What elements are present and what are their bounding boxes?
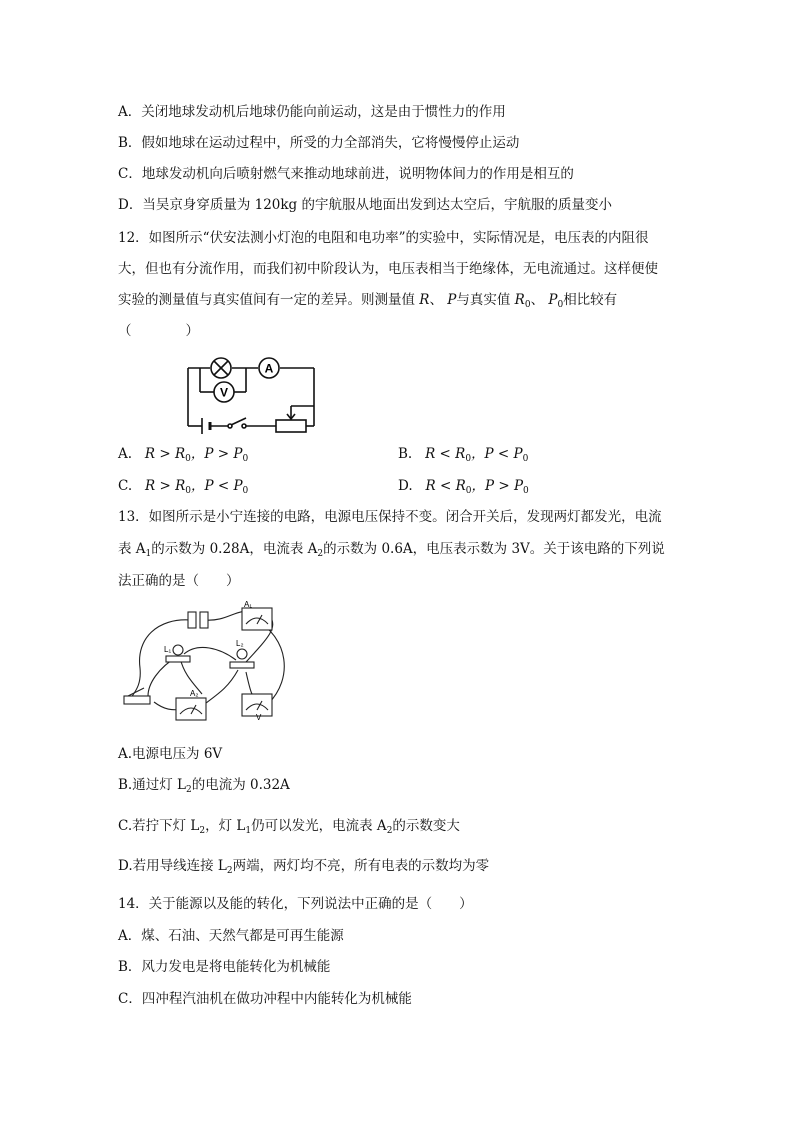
q13-label-l1: L₁: [164, 645, 172, 654]
q13-label-a2: A₂: [190, 689, 199, 698]
q12-stem-line1: 12．如图所示“伏安法测小灯泡的电阻和电功率”的实验中，实际情况是，电压表的内阻很: [118, 230, 649, 246]
q13-stem-line2: 表 $A_1$的示数为 0.28A，电流表 $A_2$的示数为 0.6A，电压表示数为 3V。关于该电路的下列说: [118, 541, 665, 559]
q13-option-a: A.电源电压为 6V: [118, 746, 223, 762]
q12-option-b: B. $R < R_0$，$P < P_0$: [398, 446, 529, 464]
q14-option-b: B．风力发电是将电能转化为机械能: [118, 959, 331, 975]
q13-stem-line3: 法正确的是（ ）: [118, 573, 240, 589]
q12-stem-line3: 实验的测量值与真实值间有一定的差异。则测量值 R、 P与真实值 $R_0$、 $P_0$相比较有: [118, 292, 618, 310]
q11-option-d: D．当吴京身穿质量为 120kg 的宇航服从地面出发到达太空后，宇航服的质量变小: [118, 197, 612, 213]
q12-option-d: D. $R < R_0$，$P > P_0$: [398, 478, 529, 496]
q12-option-a: A. $R > R_0$，$P > P_0$: [118, 446, 249, 464]
q12-answer-paren: （ ）: [118, 323, 199, 339]
q13-circuit-picture: [118, 598, 303, 728]
q12-stem-line2: 大，但也有分流作用，而我们初中阶段认为，电压表相当于绝缘体，无电流通过。这样便使: [118, 261, 658, 277]
q12-circuit-diagram: [180, 350, 320, 440]
q14-stem: 14．关于能源以及能的转化，下列说法中正确的是（ ）: [118, 896, 473, 912]
q12-option-c: C. $R > R_0$，$P < P_0$: [118, 478, 249, 496]
q14-option-c: C．四冲程汽油机在做功冲程中内能转化为机械能: [118, 991, 412, 1007]
q13-label-a1: A₁: [244, 600, 253, 609]
q13-option-b: B.通过灯 $L_2$的电流为 0.32A: [118, 777, 290, 795]
q13-label-v: V: [256, 713, 262, 722]
q13-stem-line1: 13．如图所示是小宁连接的电路，电源电压保持不变。闭合开关后，发现两灯都发光，电流: [118, 509, 662, 525]
q11-option-b: B．假如地球在运动过程中，所受的力全部消失，它将慢慢停止运动: [118, 135, 520, 151]
q13-option-d: D.若用导线连接 $L_2$两端，两灯均不亮，所有电表的示数均为零: [118, 858, 490, 876]
q14-option-a: A．煤、石油、天然气都是可再生能源: [118, 928, 344, 944]
q11-option-c: C．地球发动机向后喷射燃气来推动地球前进，说明物体间力的作用是相互的: [118, 166, 574, 182]
q13-option-c: C.若拧下灯 $L_2$，灯 $L_1$仍可以发光，电流表 $A_2$的示数变大: [118, 818, 460, 836]
q13-label-l2: L₂: [236, 639, 244, 648]
q12-voltmeter-label: V: [219, 385, 229, 400]
q12-ammeter-label: A: [264, 361, 274, 376]
q11-option-a: A．关闭地球发动机后地球仍能向前运动，这是由于惯性力的作用: [118, 104, 506, 120]
